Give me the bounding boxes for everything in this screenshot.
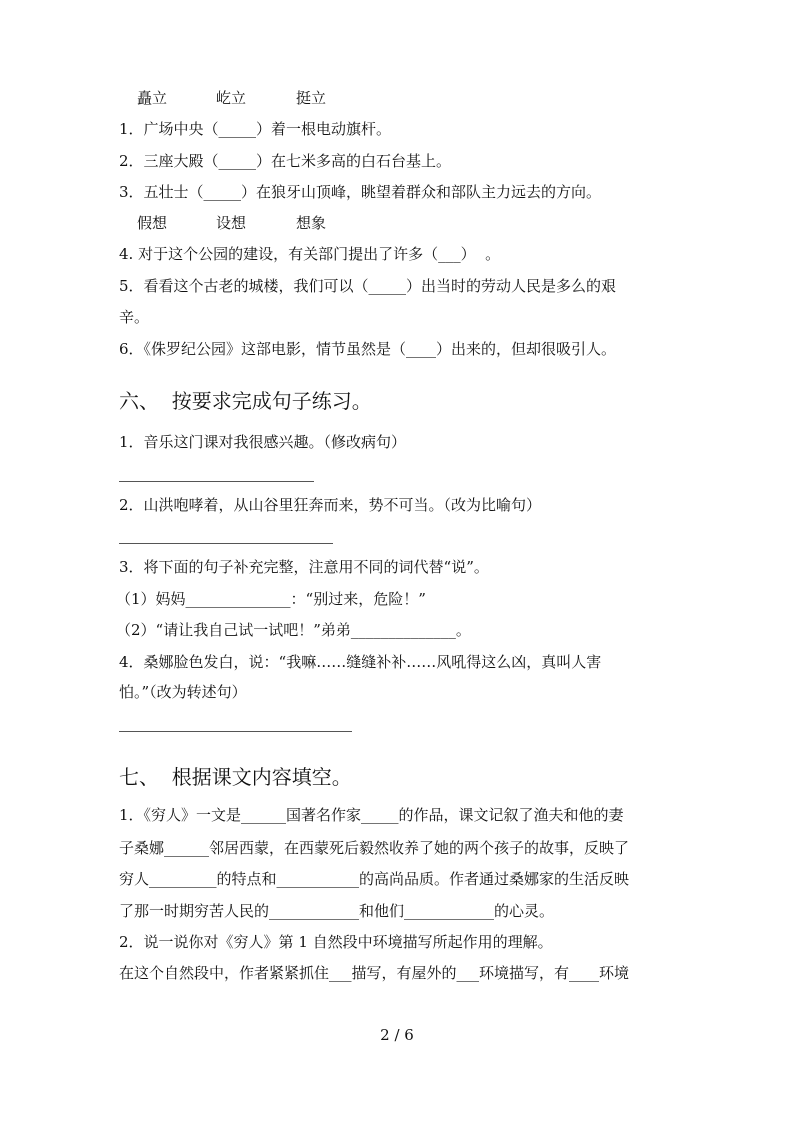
word-option: 屹立 [216,89,247,107]
question-line: 6．《侏罗纪公园》这部电影，情节虽然是（____）出来的，但却很吸引人。 [119,340,617,358]
section-heading: 六、 按要求完成句子练习。 [119,389,372,413]
question-line: 4. 对于这个公园的建设，有关部门提出了许多（___） 。 [119,245,501,263]
word-option: 设想 [216,214,247,232]
question-line: 1．音乐这门课对我很感兴趣。（修改病句） [119,433,407,451]
question-line: （1）妈妈______________：“别过来，危险！” [116,590,426,608]
section-heading: 七、 根据课文内容填空。 [119,765,352,789]
word-option: 假想 [137,214,168,232]
question-line: 3．五壮士（_____）在狼牙山顶峰，眺望着群众和部队主力远去的方向。 [119,183,602,201]
answer-line[interactable] [119,481,314,482]
question-line: （2）“请让我自己试一试吧！”弟弟______________。 [116,621,471,639]
word-option: 挺立 [296,89,327,107]
question-line: 4．桑娜脸色发白，说：“我嘛……缝缝补补……风吼得这么凶，真叫人害 [119,653,602,671]
question-line: 3．将下面的句子补充完整，注意用不同的词代替“说”。 [119,558,489,576]
question-line: 1．广场中央（_____）着一根电动旗杆。 [119,120,392,138]
answer-line[interactable] [119,731,352,732]
paragraph-line: 穷人_________的特点和___________的高尚品质。作者通过桑娜家的生活反映 [119,870,630,888]
question-line: 2．山洪咆哮着，从山谷里狂奔而来，势不可当。（改为比喻句） [119,496,542,514]
word-option: 矗立 [137,89,168,107]
paragraph-line: 了那一时期穷苦人民的____________和他们____________的心灵。 [119,902,555,920]
question-line: 辛。 [119,308,150,326]
answer-line[interactable] [119,543,333,544]
question-line: 怕。”（改为转述句） [119,683,247,701]
paragraph-line: 2．说一说你对《穷人》第 1 自然段中环境描写所起作用的理解。 [119,933,553,951]
paragraph-line: 在这个自然段中，作者紧紧抓住___描写，有屋外的___环境描写，有____环境 [119,964,630,982]
page-number: 2 / 6 [380,1026,414,1044]
paragraph-line: 1．《穷人》一文是______国著名作家_____的作品，课文记叙了渔夫和他的妻 [119,806,624,824]
word-option: 想象 [296,214,327,232]
question-line: 5．看看这个古老的城楼，我们可以（_____）出当时的劳动人民是多么的艰 [119,277,617,295]
paragraph-line: 子桑娜______邻居西蒙，在西蒙死后毅然收养了她的两个孩子的故事，反映了 [119,839,630,857]
question-line: 2．三座大殿（_____）在七米多高的白石台基上。 [119,152,452,170]
